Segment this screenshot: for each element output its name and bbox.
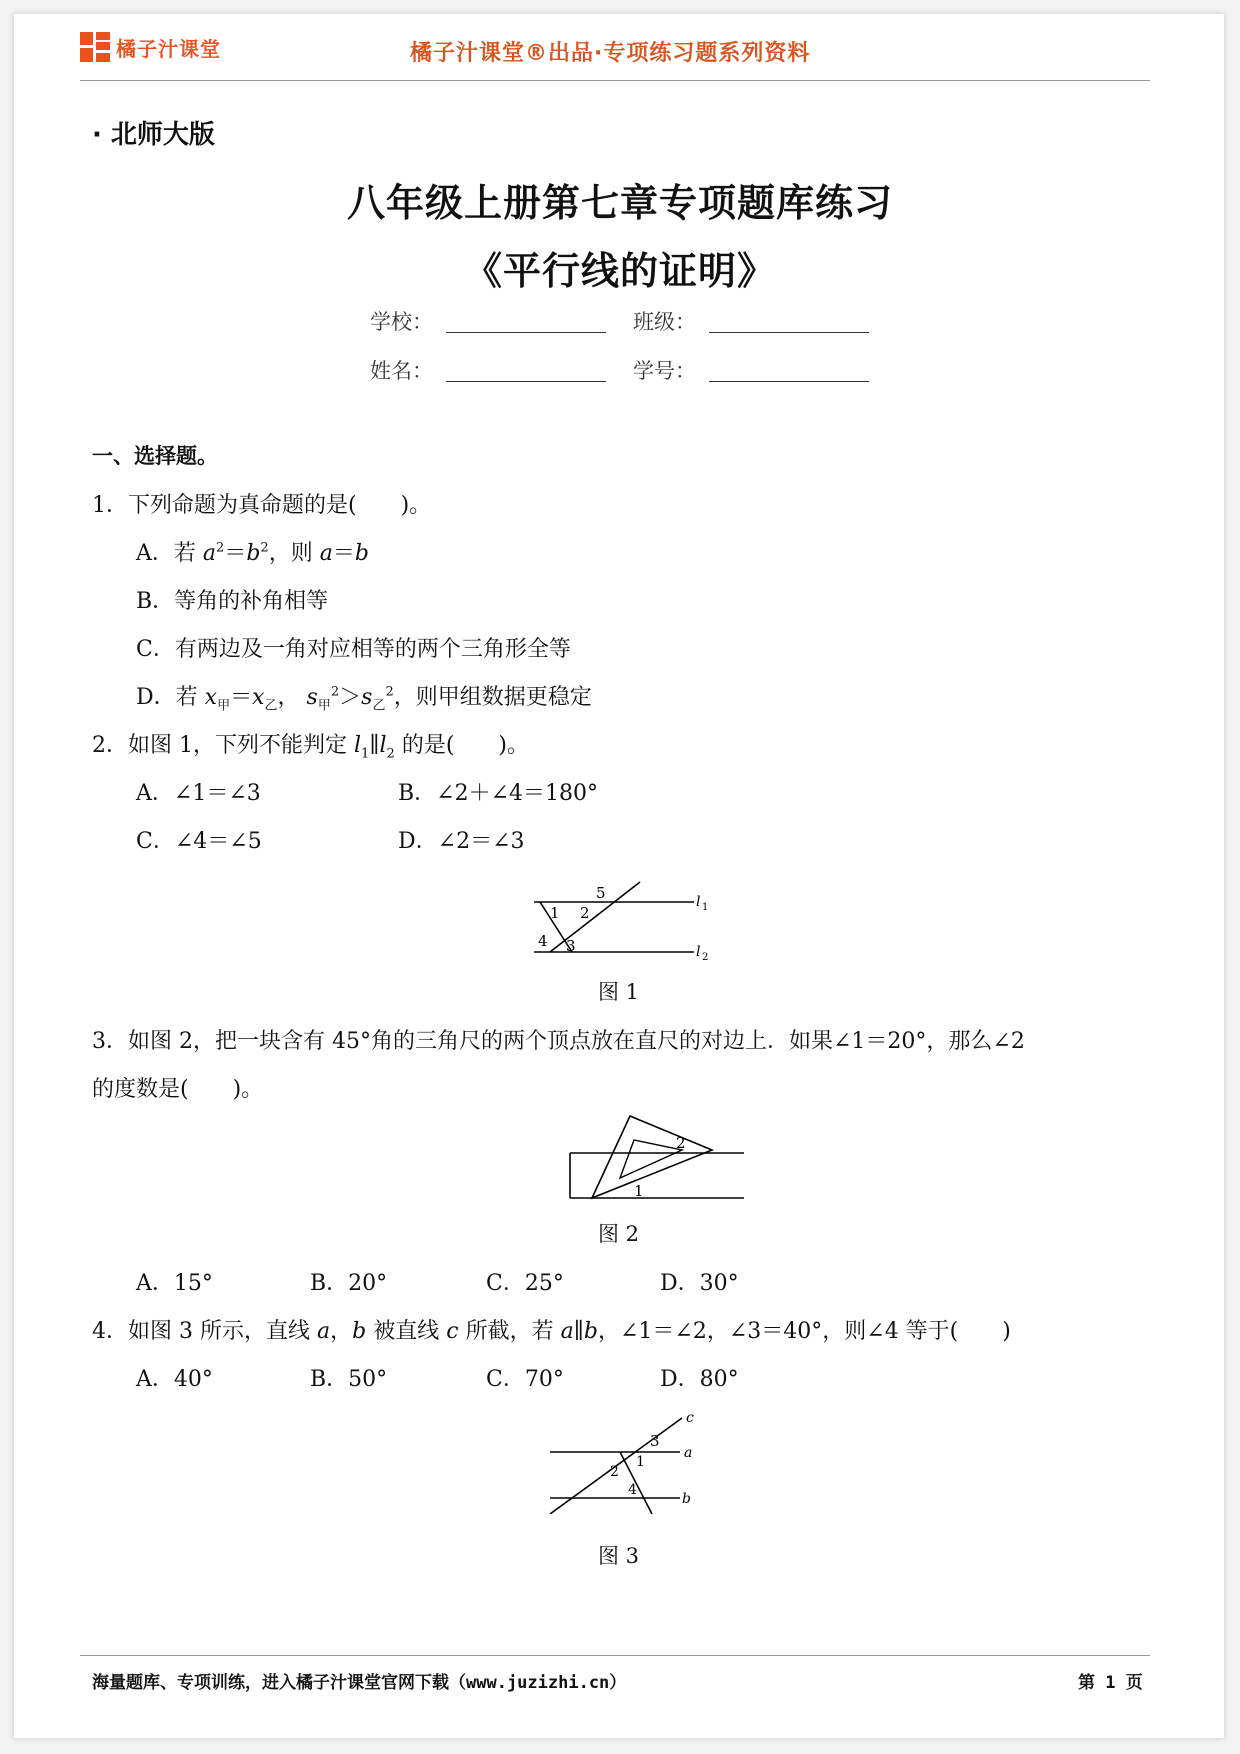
brand	[80, 32, 221, 62]
question-2: 2．如图 1，下列不能判定 $l_1\parallel l_2$ 的是( )。	[92, 733, 529, 762]
fig3-label: 4	[628, 1482, 637, 1498]
figure-3-caption: 图 3	[598, 1544, 640, 1568]
fig1-label: 2	[580, 904, 590, 922]
fig1-label: l	[696, 894, 701, 910]
q4-option-c: C．70°	[486, 1367, 564, 1392]
fig1-label: l	[696, 944, 701, 960]
page-subtitle: 《平行线的证明》	[463, 248, 776, 293]
q1-option-d: D．若 $x_甲=x_乙$， $s_甲^2>s_乙^2$，则甲组数据更稳定	[136, 684, 592, 714]
fig3-label: a	[684, 1445, 693, 1461]
fig3-label: c	[686, 1410, 694, 1426]
fig3-label: 2	[610, 1464, 619, 1480]
header-title: 橘子汁课堂®出品·专项练习题系列资料	[410, 41, 811, 66]
q4-option-d: D．80°	[660, 1367, 739, 1392]
q3-option-c: C．25°	[486, 1271, 564, 1296]
school-field[interactable]	[446, 332, 606, 333]
fig1-label: 4	[538, 932, 548, 950]
fig1-label: 2	[702, 952, 709, 963]
q1-option-c: C．有两边及一角对应相等的两个三角形全等	[136, 637, 571, 662]
fig3-label: 1	[636, 1454, 645, 1470]
figure-2	[562, 1112, 752, 1202]
page-number: 第 1 页	[1078, 1673, 1143, 1693]
header-divider	[80, 80, 1150, 81]
figure-2-caption: 图 2	[598, 1222, 640, 1246]
figure-3	[540, 1410, 720, 1514]
q1-option-b: B．等角的补角相等	[136, 589, 329, 614]
figure-1	[520, 872, 720, 970]
q4-option-b: B．50°	[310, 1367, 388, 1392]
question-3-line-1: 3．如图 2，把一块含有 45°角的三角尺的两个顶点放在直尺的对边上．如果∠1＝20°，那么∠2	[92, 1029, 1025, 1054]
edition-label: · 北师大版	[92, 120, 215, 150]
footer-divider	[80, 1655, 1150, 1656]
number-label: 学号：	[633, 359, 696, 383]
fig2-label: 1	[634, 1182, 644, 1200]
class-field[interactable]	[709, 332, 869, 333]
page-title: 八年级上册第七章专项题库练习	[346, 180, 893, 225]
q4-option-a: A．40°	[136, 1367, 213, 1392]
footer-text: 海量题库、专项训练，进入橘子汁课堂官网下载（www.juzizhi.cn）	[92, 1673, 627, 1693]
q3-option-b: B．20°	[310, 1271, 388, 1296]
section-heading: 一、选择题。	[92, 444, 218, 468]
q2-option-a: A．∠1＝∠3	[136, 781, 261, 806]
fig1-label: 3	[566, 937, 576, 955]
fig2-label: 2	[676, 1134, 686, 1152]
q2-option-c: C．∠4＝∠5	[136, 829, 262, 854]
fig1-label: 1	[550, 904, 560, 922]
question-4: 4．如图 3 所示，直线 a，b 被直线 c 所截，若 a∥b，∠1＝∠2，∠3＝40°，则∠4 等于( )	[92, 1319, 1011, 1344]
number-field[interactable]	[709, 381, 869, 382]
brand-logo-icon	[80, 32, 110, 62]
q2-option-d: D．∠2＝∠3	[398, 829, 525, 854]
name-field[interactable]	[446, 381, 606, 382]
class-label: 班级：	[633, 310, 696, 334]
fig3-label: b	[682, 1491, 691, 1507]
figure-1-caption: 图 1	[598, 980, 640, 1004]
fig3-label: 3	[650, 1432, 660, 1450]
question-1: 1．下列命题为真命题的是( )。	[92, 493, 432, 518]
q1-option-a: A．若 $a^2=b^2$，则 a＝b	[136, 540, 369, 566]
q2-option-b: B．∠2＋∠4＝180°	[398, 781, 599, 806]
fig1-label: 5	[596, 884, 606, 902]
question-3-line-2: 的度数是( )。	[92, 1077, 264, 1102]
brand-name: 橘子汁课堂	[116, 36, 221, 61]
q3-option-d: D．30°	[660, 1271, 739, 1296]
q3-option-a: A．15°	[136, 1271, 213, 1296]
school-label: 学校：	[370, 310, 433, 334]
name-label: 姓名：	[370, 359, 433, 383]
fig1-label: 1	[702, 902, 709, 913]
